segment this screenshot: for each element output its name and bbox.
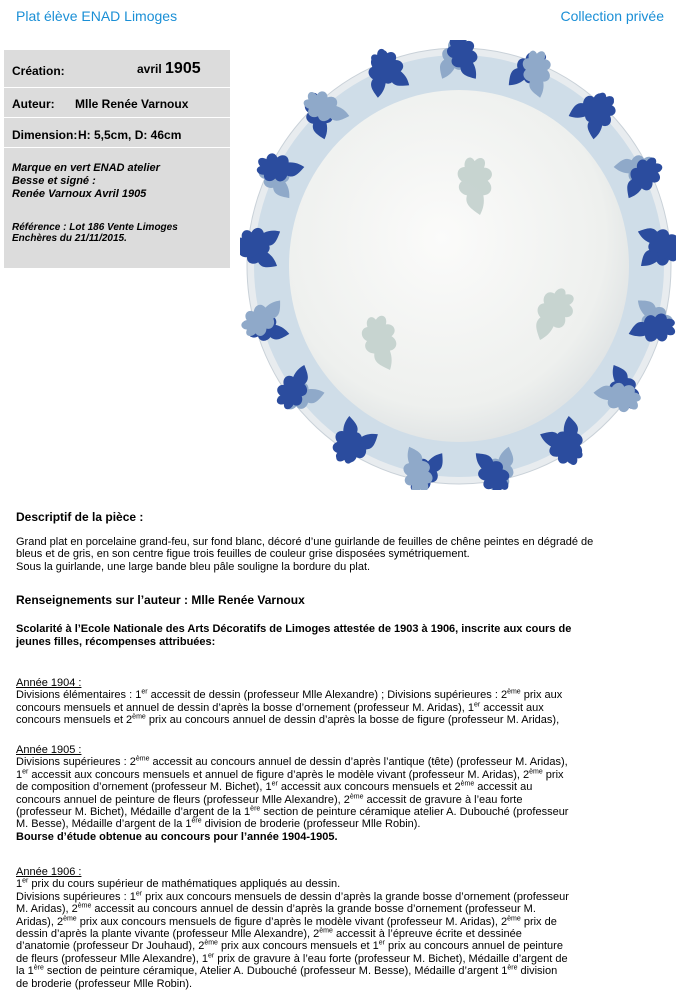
scolarite-line: jeunes filles, récompenses attribuées: — [16, 636, 216, 648]
collection-label: Collection privée — [560, 8, 664, 24]
scolarite-line: Scolarité à l’Ecole Nationale des Arts Décoratifs de Limoges attestée de 1903 à 1906, inscrite aux cours de — [16, 623, 572, 635]
text-line: Divisions supérieures : 2ème accessit au concours annuel de dessin d’après l’antique (tête) (professeur M. Aridas), — [16, 755, 568, 769]
text-line: M. Aridas), 2ème accessit au concours annuel de dessin d’après la grande bosse d’ornement (professeur M. — [16, 902, 536, 916]
text-line: 1er accessit aux concours mensuels et annuel de figure d’après le modèle vivant (professeur M. Aridas), 2ème prix — [16, 768, 564, 781]
reference-line: Référence : Lot 186 Vente Limoges — [12, 222, 178, 233]
description-text — [16, 536, 664, 573]
marque-line: Besse et signé : — [12, 175, 96, 187]
text-line: concours mensuels et annuel de dessin d’après la bosse d’ornement (professeur M. Aridas), 1er accessit aux — [16, 701, 544, 714]
auteur-row — [4, 88, 230, 118]
dimension-row — [4, 118, 230, 148]
plate-photo — [240, 40, 676, 490]
creation-year: 1905 — [165, 60, 201, 77]
year-1906-block — [16, 866, 664, 990]
description-heading: Descriptif de la pièce : — [16, 510, 144, 524]
auteur-value: Mlle Renée Varnoux — [75, 97, 189, 111]
text-line: de fleurs (professeur Mlle Alexandre), 1er prix de gravure à l’eau forte (professeur M. Bichet), Médaille d’argent de — [16, 952, 568, 965]
creation-month: avril — [137, 62, 162, 76]
reference-line: Enchères du 21/11/2015. — [12, 233, 127, 244]
text-line: Divisions élémentaires : 1er accessit de dessin (professeur Mlle Alexandre) ; Divisions supérieures : 2ème prix aux — [16, 688, 563, 702]
marque-text — [12, 162, 226, 201]
year-1905-label: Année 1905 : — [16, 744, 82, 756]
dimension-value: H: 5,5cm, D: 46cm — [78, 128, 182, 142]
text-line: de composition d’ornement (professeur M. Bichet), 1er accessit aux concours mensuels et 2ème accessit au — [16, 780, 533, 794]
page-title: Plat élève ENAD Limoges — [16, 8, 178, 24]
text-line: concours annuel de peinture de fleurs (professeur Mlle Alexandre), 2ème accessit de gravure à l’eau forte — [16, 792, 523, 806]
text-line: de broderie (professeur Mlle Robin). — [16, 977, 193, 990]
text-line: (professeur M. Bichet), Médaille d’argent de la 1ère section de peinture céramique atelier A. Dubouché (professeur — [16, 805, 569, 819]
description-line: bleus et de gris, en son centre figue trois feuilles de couleur grise disposées symétriquement. — [16, 548, 470, 561]
text-line: dessin d’après la plante vivante (professeur Mlle Alexandre), 2ème accessit à l’épreuve écrite et dessinée — [16, 927, 522, 941]
description-line: Sous la guirlande, une large bande bleu pâle souligne la bordure du plat. — [16, 560, 371, 573]
year-1904-label: Année 1904 : — [16, 677, 82, 689]
text-line: Aridas), 2ème prix aux concours mensuels de figure d’après le modèle vivant (professeur M. Aridas), 2ème prix de — [16, 914, 557, 928]
year-1906-label: Année 1906 : — [16, 866, 82, 878]
creation-value — [137, 60, 201, 78]
text-line: d’anatomie (professeur Dr Jouhaud), 2ème prix aux concours mensuels et 1er prix au concours annuel de peinture — [16, 939, 563, 953]
dimension-label: Dimension: — [12, 128, 78, 142]
author-heading: Renseignements sur l’auteur : Mlle Renée Varnoux — [16, 593, 305, 607]
marque-line: Marque en vert ENAD atelier — [12, 162, 160, 174]
text-line: Divisions supérieures : 1er prix aux concours mensuels de dessin d’après la grande bosse d’ornement (professeur — [16, 890, 569, 903]
text-line: la 1ère section de peinture céramique, Atelier A. Dubouché (professeur M. Besse), Médaille d’argent 1ère division — [16, 964, 558, 978]
info-panel — [4, 50, 230, 268]
plate-center — [289, 90, 629, 442]
bourse-line: Bourse d’étude obtenue au concours pour l’année 1904-1905. — [16, 830, 338, 843]
scolarite-text — [16, 623, 664, 649]
creation-row — [4, 50, 230, 88]
year-1905-block — [16, 744, 664, 843]
auteur-label: Auteur: — [12, 97, 55, 111]
description-line: Grand plat en porcelaine grand-feu, sur fond blanc, décoré d’une guirlande de feuilles de chêne peintes en dégradé de — [16, 536, 594, 548]
creation-label: Création: — [12, 64, 65, 78]
marque-line: Renée Varnoux Avril 1905 — [12, 188, 147, 200]
text-line: M. Besse), Médaille d’argent de la 1ère division de broderie (professeur Mlle Robin). — [16, 817, 421, 831]
top-bar — [0, 0, 680, 34]
reference-text — [12, 222, 226, 244]
text-line: 1er prix du cours supérieur de mathématiques appliqués au dessin. — [16, 877, 341, 891]
year-1904-block — [16, 677, 664, 727]
text-line: concours mensuels et 2ème prix au concours annuel de dessin d’après la bosse de figure (professeur M. Aridas), — [16, 713, 560, 727]
